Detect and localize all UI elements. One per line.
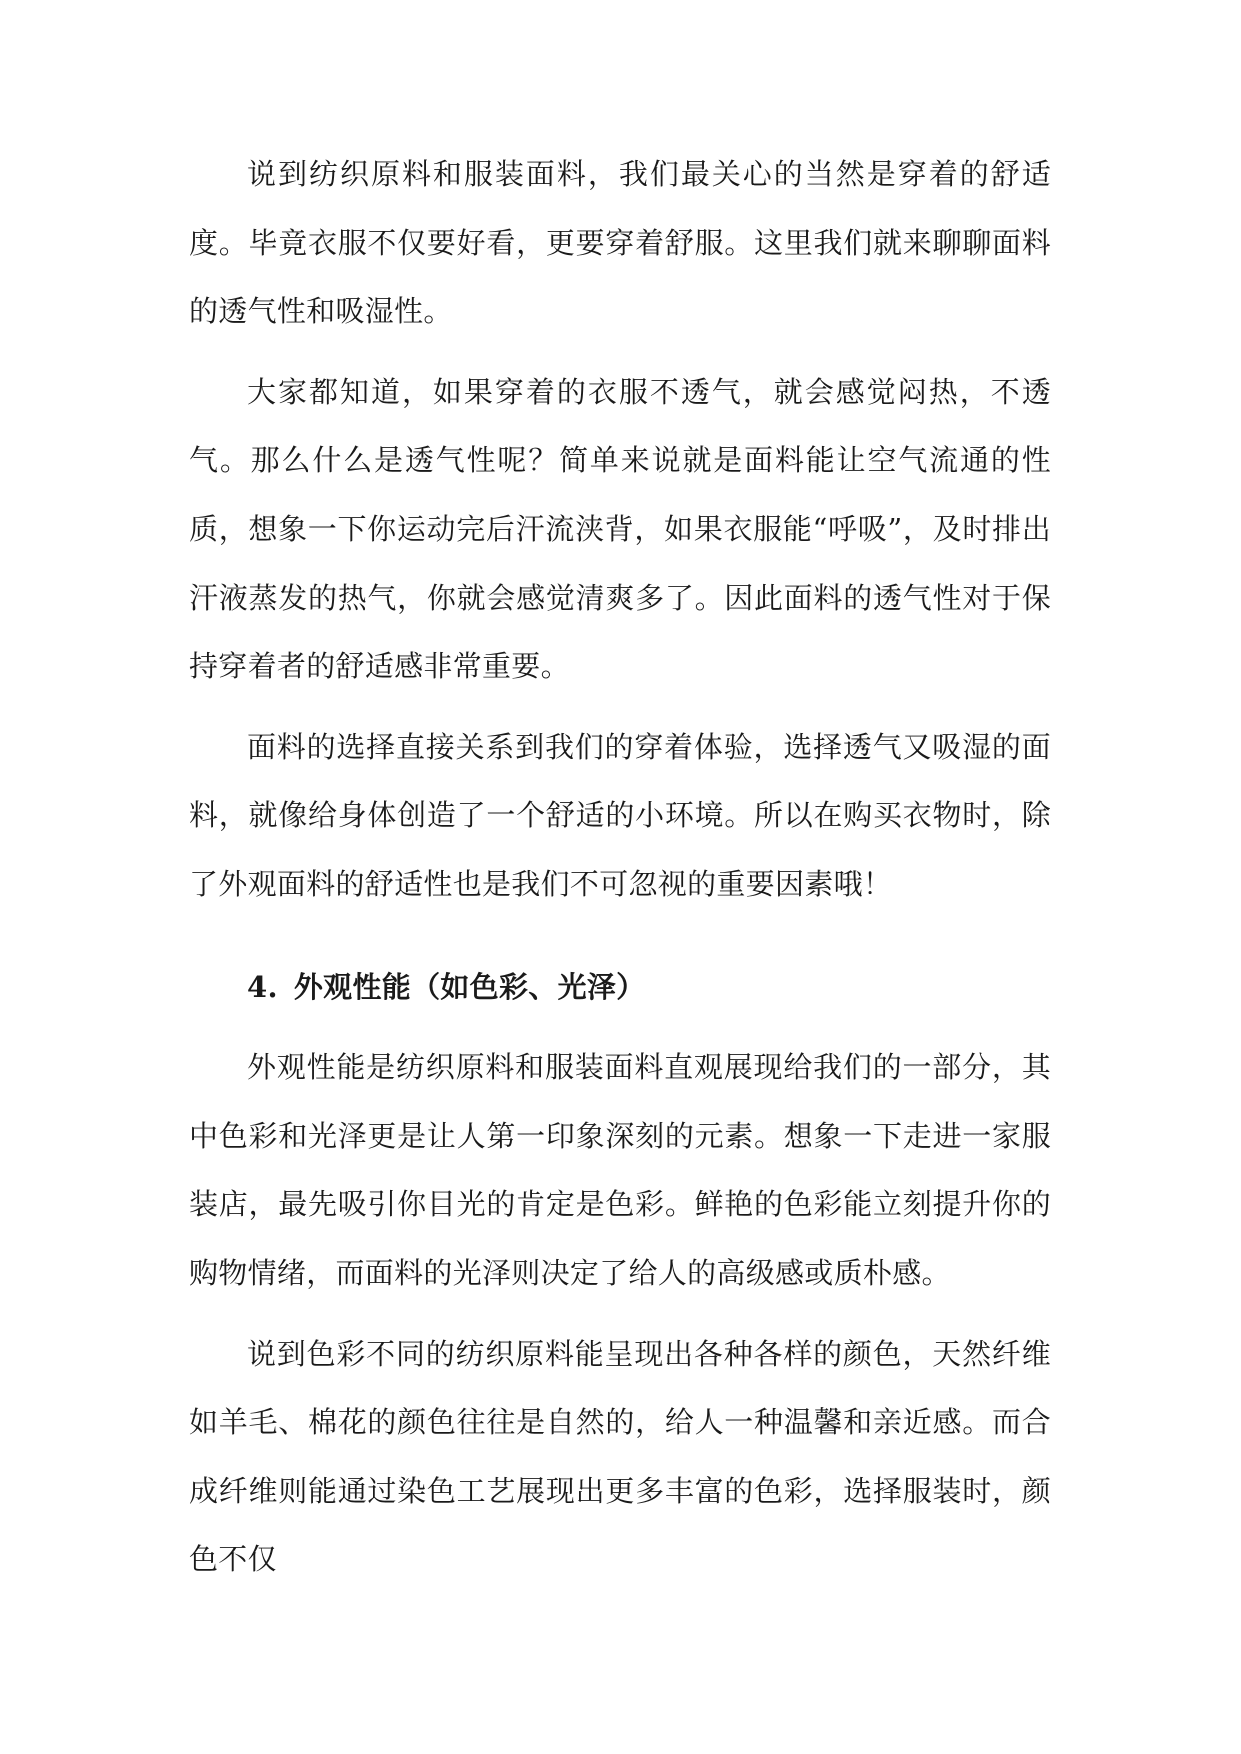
document-page — [189, 140, 1051, 1606]
paragraph-color: 说到色彩不同的纺织原料能呈现出各种各样的颜色，天然纤维如羊毛、棉花的颜色往往是自然的，给人一种温馨和亲近感。而合成纤维则能通过染色工艺展现出更多丰富的色彩，选择服装时，颜色不仅 — [189, 1336, 1051, 1577]
paragraph-appearance: 外观性能是纺织原料和服装面料直观展现给我们的一部分，其中色彩和光泽更是让人第一印象深刻的元素。想象一下走进一家服装店，最先吸引你目光的肯定是色彩。鲜艳的色彩能立刻提升你的购物情绪，而面料的光泽则决定了给人的高级感或质朴感。 — [189, 1050, 1051, 1290]
paragraph-fabric-choice: 面料的选择直接关系到我们的穿着体验，选择透气又吸湿的面料，就像给身体创造了一个舒适的小环境。所以在购买衣物时，除了外观面料的舒适性也是我们不可忽视的重要因素哦！ — [189, 729, 1051, 901]
paragraph-breathability: 大家都知道，如果穿着的衣服不透气，就会感觉闷热，不透气。那么什么是透气性呢？简单来说就是面料能让空气流通的性质，想象一下你运动完后汗流浃背，如果衣服能“呼吸”，及时排出汗液蒸发的热气，你就会感觉清爽多了。因此面料的透气性对于保持穿着者的舒适感非常重要。 — [189, 374, 1051, 684]
section-title: 外观性能（如色彩、光泽） — [293, 969, 646, 1004]
section-heading — [189, 953, 1051, 1022]
paragraph-comfort-intro: 说到纺织原料和服装面料，我们最关心的当然是穿着的舒适度。毕竟衣服不仅要好看，更要穿着舒服。这里我们就来聊聊面料的透气性和吸湿性。 — [189, 157, 1051, 329]
section-number: 4. — [247, 969, 278, 1004]
